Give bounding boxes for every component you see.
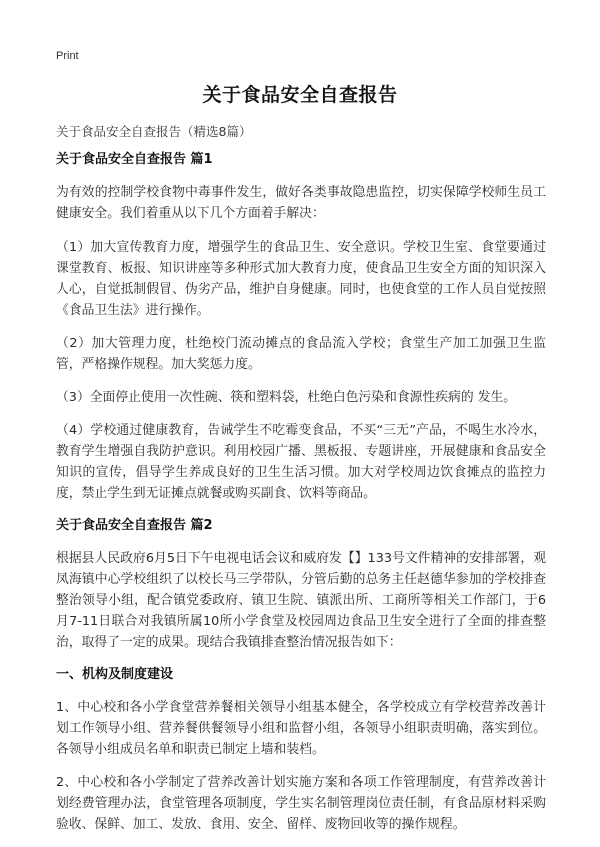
article-2-item-1: 1、中心校和各小学食堂营养餐相关领导小组基本健全，各学校成立有学校营养改善计划工作领导小组、营养餐供餐领导小组和监督小组，各领导小组职责明确，落实到位。各领导小组成员名单和职责已制定上墙和装档。	[56, 700, 546, 757]
document-body	[56, 150, 546, 847]
article-2-heading: 关于食品安全自查报告 篇2	[56, 518, 213, 533]
article-1-item-2: （2）加大管理力度，杜绝校门流动摊点的食品流入学校；食堂生产加工加强卫生监管，严格操作规程。加大奖惩力度。	[56, 336, 546, 372]
article-2-subheading: 一、机构及制度建设	[56, 667, 174, 682]
page-title: 关于食品安全自查报告	[202, 84, 398, 106]
article-1-heading: 关于食品安全自查报告 篇1	[56, 152, 213, 167]
document-subtitle: 关于食品安全自查报告（精选8篇）	[56, 124, 252, 139]
article-1-item-3: （3）全面停止使用一次性碗、筷和塑料袋，杜绝白色污染和食源性疾病的 发生。	[56, 390, 517, 405]
article-1-intro: 为有效的控制学校食物中毒事件发生，做好各类事故隐患监控，切实保障学校师生员工健康安全。我们着重从以下几个方面着手解决：	[56, 185, 546, 221]
article-1-item-1: （1）加大宣传教育力度，增强学生的食品卫生、安全意识。学校卫生室、食堂要通过课堂教育、板报、知识讲座等多种形式加大教育力度，使食品卫生安全方面的知识深入人心，自觉抵制假冒、伪劣产品，维护自身健康。同时，也使食堂的工作人员自觉按照《食品卫生法》进行操作。	[56, 240, 546, 318]
article-2-intro: 根据县人民政府6月5日下午电视电话会议和威府发【】133号文件精神的安排部署，观凤海镇中心学校组织了以校长马三学带队，分管后勤的总务主任赵德华参加的学校排查整治领导小组，配合镇党委政府、镇卫生院、镇派出所、工商所等相关工作部门，于6月7-11日联合对我镇所属10所小学食堂及校园周边食品卫生安全进行了全面的排查整治，取得了一定的成果。现结合我镇排查整治情况报告如下：	[56, 551, 546, 650]
article-2-item-2: 2、中心校和各小学制定了营养改善计划实施方案和各项工作管理制度，有营养改善计划经费管理办法，食堂管理各项制度，学生实名制管理岗位责任制，有食品原材料采购验收、保鲜、加工、发放、食用、安全、留样、废物回收等的操作规程。	[56, 775, 546, 832]
article-1-item-4: （4）学校通过健康教育，告诫学生不吃霉变食品，不买“三无”产品，不喝生水冷水，教育学生增强自我防护意识。利用校园广播、黑板报、专题讲座，开展健康和食品安全知识的宣传，倡导学生养成良好的卫生生活习惯。加大对学校周边饮食摊点的监控力度，禁止学生到无证摊点就餐或购买副食、饮料等商品。	[56, 423, 546, 501]
print-link[interactable]: Print	[56, 50, 79, 62]
